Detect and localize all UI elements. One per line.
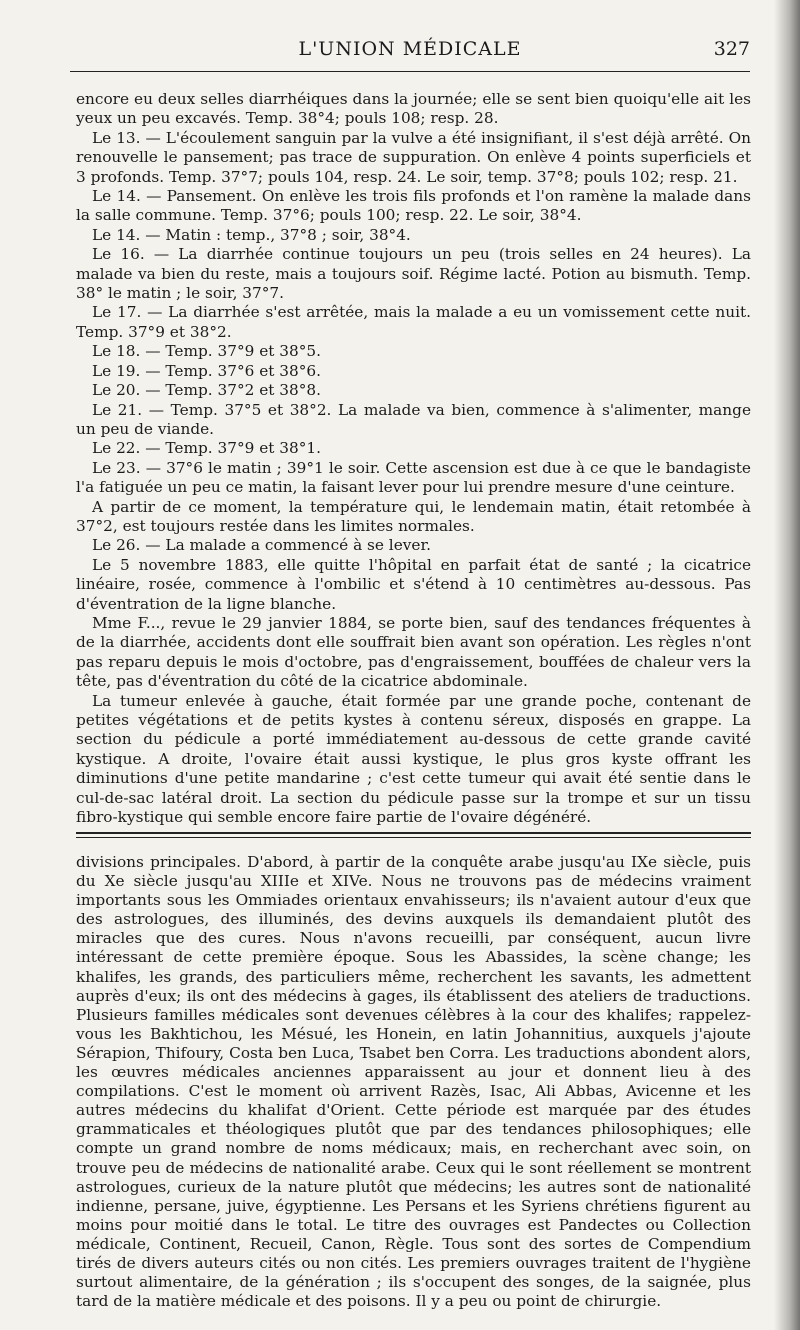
page-number: 327 xyxy=(713,38,750,60)
case-report-section xyxy=(76,90,751,827)
running-title: L'UNION MÉDICALE xyxy=(298,38,522,60)
header-rule xyxy=(70,71,750,72)
paragraph: Le 14. — Pansement. On enlève les trois fils profonds et l'on ramène la malade dans la salle commune. Temp. 37°6; pouls 100; resp. 22. Le soir, 38°4. xyxy=(76,187,751,225)
paragraph: La tumeur enlevée à gauche, était formée par une grande poche, contenant de petites végétations et de petits kystes à contenu séreux, disposés en grappe. La section du pédicule a porté immédiatement au-dessous de cette grande cavité kystique. A droite, l'ovaire était aussi kystique, le plus gros kyste offrant les diminutions d'une petite mandarine ; c'est cette tumeur qui avait été sentie dans le cul-de-sac latéral droit. La section du pédicule passe sur la trompe et sur un tissu fibro-kystique qui semble encore faire partie de l'ovaire dégénéré. xyxy=(76,691,751,827)
paragraph: Le 17. — La diarrhée s'est arrêtée, mais la malade a eu un vomissement cette nuit. Temp. 37°9 et 38°2. xyxy=(76,303,751,341)
page-header xyxy=(70,36,750,66)
separator-thick-rule xyxy=(76,832,751,834)
paragraph: Le 16. — La diarrhée continue toujours un peu (trois selles en 24 heures). La malade va bien du reste, mais a toujours soif. Régime lacté. Potion au bismuth. Temp. 38° le matin ; le soir, 37°7. xyxy=(76,245,751,303)
paragraph: Le 26. — La malade a commencé à se lever. xyxy=(92,536,431,555)
separator-thin-rule xyxy=(76,837,751,838)
page-edge-shadow xyxy=(774,0,800,1330)
paragraph: Le 5 novembre 1883, elle quitte l'hôpital en parfait état de santé ; la cicatrice linéaire, rosée, commence à l'ombilic et s'étend à 10 centimètres au-dessous. Pas d'éventration de la ligne blanche. xyxy=(76,555,751,613)
paragraph: Le 21. — Temp. 37°5 et 38°2. La malade va bien, commence à s'alimenter, mange un peu de viande. xyxy=(76,400,751,438)
paragraph: Le 22. — Temp. 37°9 et 38°1. xyxy=(92,439,321,458)
feuilleton-paragraph: divisions principales. D'abord, à partir de la conquête arabe jusqu'au IXe siècle, puis du Xe siècle jusqu'au XIIIe et XIVe. Nous ne trouvons pas de médecins vraiment importants sous les Ommiades orientaux envahisseurs; ils n'avaient autour d'eux que des astrologues, des illuminés, des devins auxquels ils demandaient plutôt des miracles que des cures. Nous n'avons recueilli, par conséquent, aucun livre intéressant de cette première époque. Sous les Abassides, la scène change; les khalifes, les grands, des particuliers même, recherchent les savants, les admettent auprès d'eux; ils ont des médecins à gages, ils établissent des ateliers de traductions. Plusieurs familles médicales sont devenues célèbres à la cour des khalifes; rappelez-vous les Bakhtichou, les Mésué, les Honein, en latin Johannitius, auxquels j'ajoute Sérapion, Thifoury, Costa ben Luca, Tsabet ben Corra. Les traductions abondent alors, les œuvres médicales anciennes apparaissent au jour et donnent lieu à des compilations. C'est le moment où arrivent Razès, Isac, Ali Abbas, Avicenne et les autres médecins du khalifat d'Orient. Cette période est marquée par des études grammaticales et théologiques plutôt que par des tendances philosophiques; elle compte un grand nombre de noms médicaux; mais, en recherchant avec soin, on trouve peu de médecins de nationalité arabe. Ceux qui le sont réellement se montrent astrologues, curieux de la nature plutôt que médecins; les autres sont de nationalité indienne, persane, juive, égyptienne. Les Persans et les Syriens chrétiens figurent au moins pour moitié dans le total. Le titre des ouvrages est Pandectes ou Collection médicale, Continent, Recueil, Canon, Règle. Tous sont des sortes de Compendium tirés de divers auteurs cités ou non cités. Les premiers ouvrages traitent de l'hygiène surtout alimentaire, de la génération ; ils s'occupent des songes, de la saignée, plus tard de la matière médicale et des poisons. Il y a peu ou point de chirurgie. xyxy=(76,853,751,1311)
paragraph: A partir de ce moment, la température qui, le lendemain matin, était retombée à 37°2, est toujours restée dans les limites normales. xyxy=(76,497,751,535)
paragraph: Le 20. — Temp. 37°2 et 38°8. xyxy=(92,381,321,400)
paragraph: encore eu deux selles diarrhéiques dans la journée; elle se sent bien quoiqu'elle ait les yeux un peu excavés. Temp. 38°4; pouls 108; resp. 28. xyxy=(76,90,751,128)
paragraph: Mme F..., revue le 29 janvier 1884, se porte bien, sauf des tendances fréquentes à de la diarrhée, accidents dont elle souffrait bien avant son opération. Les règles n'ont pas reparu depuis le mois d'octobre, pas d'engraissement, bouffées de chaleur vers la tête, pas d'éventration du côté de la cicatrice abdominale. xyxy=(76,613,751,691)
paragraph: Le 14. — Matin : temp., 37°8 ; soir, 38°4. xyxy=(92,225,411,244)
feuilleton-section xyxy=(76,853,751,1311)
feuilleton-separator xyxy=(76,832,751,838)
paragraph: Le 13. — L'écoulement sanguin par la vulve a été insignifiant, il s'est déjà arrêté. On renouvelle le pansement; pas trace de suppuration. On enlève 4 points superficiels et 3 profonds. Temp. 37°7; pouls 104, resp. 24. Le soir, temp. 37°8; pouls 102; resp. 21. xyxy=(76,128,751,186)
paragraph: Le 18. — Temp. 37°9 et 38°5. xyxy=(92,342,321,361)
paragraph: Le 19. — Temp. 37°6 et 38°6. xyxy=(92,361,321,380)
paragraph: Le 23. — 37°6 le matin ; 39°1 le soir. Cette ascension est due à ce que le bandagiste l'a fatiguée un peu ce matin, la faisant lever pour lui prendre mesure d'une ceinture. xyxy=(76,458,751,497)
